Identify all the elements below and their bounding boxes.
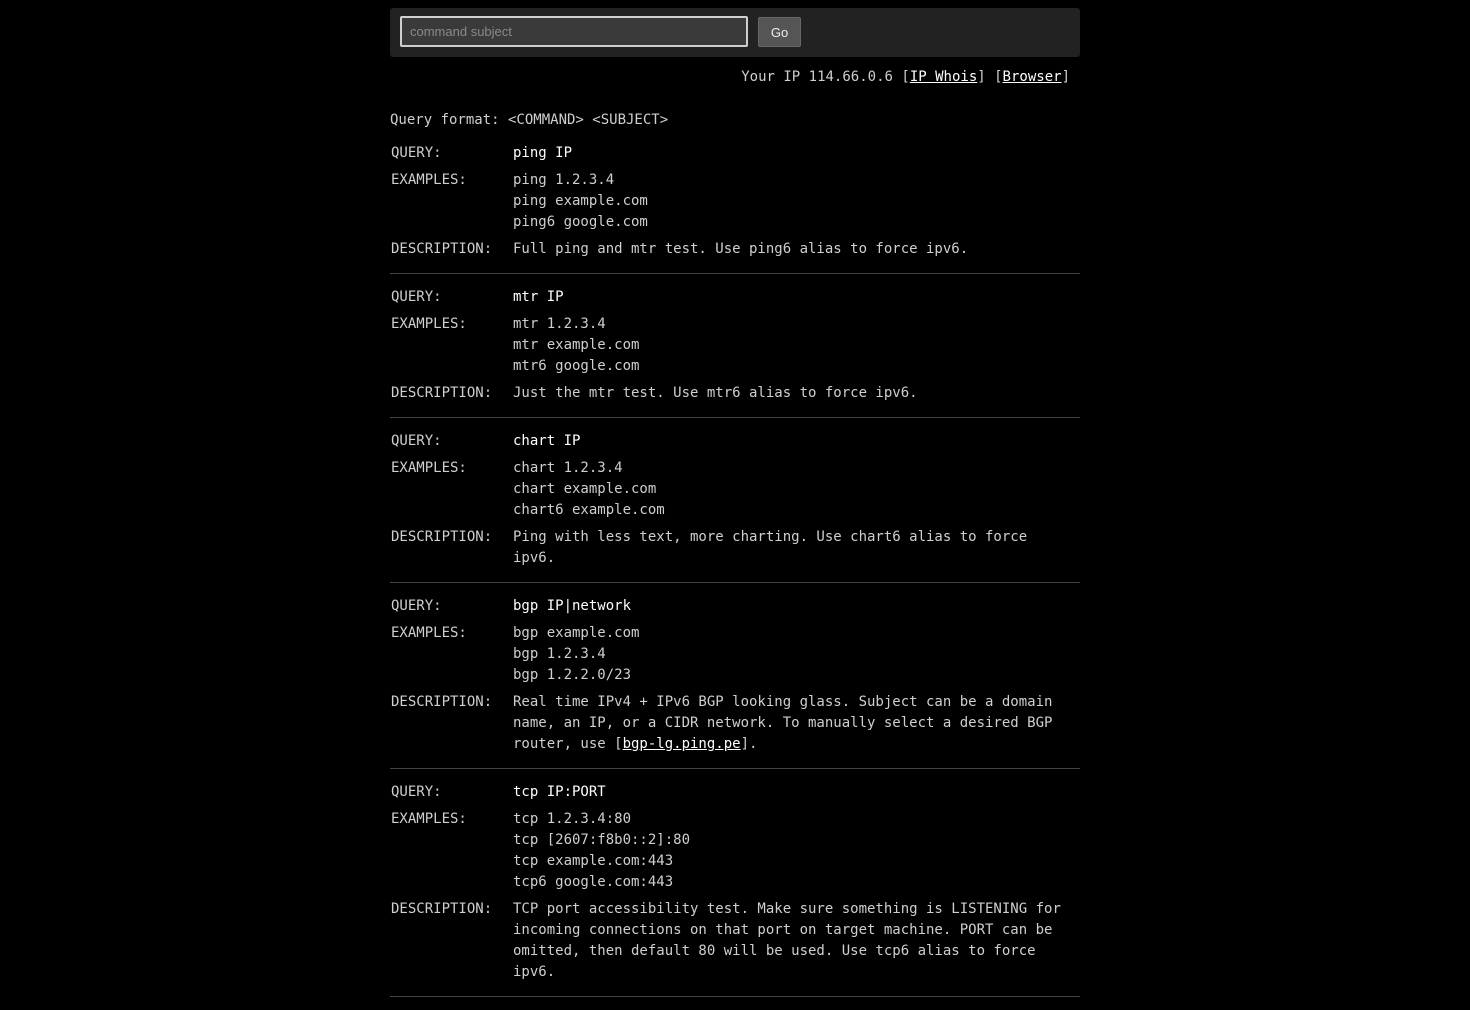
example-item: chart6 example.com <box>513 502 665 518</box>
examples-row-label: EXAMPLES: <box>391 625 467 641</box>
examples-row <box>390 809 1080 893</box>
query-value: bgp IP|network <box>513 598 632 614</box>
example-item: mtr 1.2.3.4 <box>513 316 606 332</box>
examples-row <box>390 623 1080 686</box>
command-section <box>390 782 1080 997</box>
command-section <box>390 287 1080 418</box>
examples-row-label: EXAMPLES: <box>391 172 467 188</box>
command-section <box>390 143 1080 274</box>
description-text: Real time IPv4 + IPv6 BGP looking glass. Subject can be a domain name, an IP, or a CIDR network. To manually select a desired BGP router, use [bgp-lg.ping.pe]. <box>513 694 1053 752</box>
page-container <box>390 8 1080 1010</box>
bgp-lg-link[interactable]: bgp-lg.ping.pe <box>622 736 741 752</box>
example-item: bgp example.com <box>513 625 640 641</box>
examples-list <box>513 623 1080 686</box>
query-row-label: QUERY: <box>391 289 442 305</box>
ip-text: Your IP 114.66.0.6 <box>741 69 902 85</box>
go-button[interactable]: Go <box>758 17 801 47</box>
query-row-label: QUERY: <box>391 433 442 449</box>
description-row <box>390 692 1080 755</box>
examples-row-label: EXAMPLES: <box>391 460 467 476</box>
description-row <box>390 239 1080 260</box>
query-row <box>390 287 1080 308</box>
query-value: ping IP <box>513 145 573 161</box>
ip-info-line: Your IP 114.66.0.6 [IP Whois] [Browser] <box>741 69 1070 85</box>
examples-list <box>513 170 1080 233</box>
description-text: TCP port accessibility test. Make sure something is LISTENING for incoming connections on that port on target machine. PORT can be omitted, then default 80 will be used. Use tcp6 alias to force ipv6. <box>513 901 1061 980</box>
query-value: chart IP <box>513 433 581 449</box>
query-value: tcp IP:PORT <box>513 784 606 800</box>
description-row <box>390 899 1080 983</box>
example-item: chart 1.2.3.4 <box>513 460 623 476</box>
examples-row <box>390 170 1080 233</box>
example-item: ping example.com <box>513 193 648 209</box>
description-text: Just the mtr test. Use mtr6 alias to force ipv6. <box>513 385 918 401</box>
description-row-label: DESCRIPTION: <box>391 529 493 545</box>
command-list <box>390 143 1080 997</box>
description-text: Ping with less text, more charting. Use chart6 alias to force ipv6. <box>513 529 1028 566</box>
search-bar <box>390 8 1080 57</box>
example-item: ping 1.2.3.4 <box>513 172 615 188</box>
examples-row-label: EXAMPLES: <box>391 811 467 827</box>
command-section <box>390 596 1080 769</box>
example-item: mtr6 google.com <box>513 358 640 374</box>
example-item: bgp 1.2.2.0/23 <box>513 667 632 683</box>
query-row <box>390 431 1080 452</box>
description-row-label: DESCRIPTION: <box>391 385 493 401</box>
query-format: Query format: <COMMAND> <SUBJECT> <box>390 112 669 128</box>
query-row-label: QUERY: <box>391 784 442 800</box>
example-item: bgp 1.2.3.4 <box>513 646 606 662</box>
examples-list <box>513 314 1080 377</box>
query-row <box>390 143 1080 164</box>
example-item: ping6 google.com <box>513 214 648 230</box>
query-value: mtr IP <box>513 289 564 305</box>
command-section <box>390 431 1080 583</box>
query-row-label: QUERY: <box>391 598 442 614</box>
examples-row-label: EXAMPLES: <box>391 316 467 332</box>
description-row <box>390 527 1080 569</box>
examples-list <box>513 809 1080 893</box>
description-row-label: DESCRIPTION: <box>391 901 493 917</box>
query-row <box>390 596 1080 617</box>
examples-row <box>390 458 1080 521</box>
examples-row <box>390 314 1080 377</box>
example-item: mtr example.com <box>513 337 640 353</box>
description-text: Full ping and mtr test. Use ping6 alias to force ipv6. <box>513 241 969 257</box>
description-row-label: DESCRIPTION: <box>391 241 493 257</box>
ip-whois-link[interactable]: IP Whois <box>909 69 978 85</box>
description-row-label: DESCRIPTION: <box>391 694 493 710</box>
example-item: tcp 1.2.3.4:80 <box>513 811 632 827</box>
query-row-label: QUERY: <box>391 145 442 161</box>
browser-link[interactable]: Browser <box>1002 69 1062 85</box>
example-item: tcp6 google.com:443 <box>513 874 674 890</box>
examples-list <box>513 458 1080 521</box>
example-item: tcp [2607:f8b0::2]:80 <box>513 832 691 848</box>
example-item: tcp example.com:443 <box>513 853 674 869</box>
query-row <box>390 782 1080 803</box>
example-item: chart example.com <box>513 481 657 497</box>
command-input[interactable] <box>400 16 748 47</box>
description-row <box>390 383 1080 404</box>
